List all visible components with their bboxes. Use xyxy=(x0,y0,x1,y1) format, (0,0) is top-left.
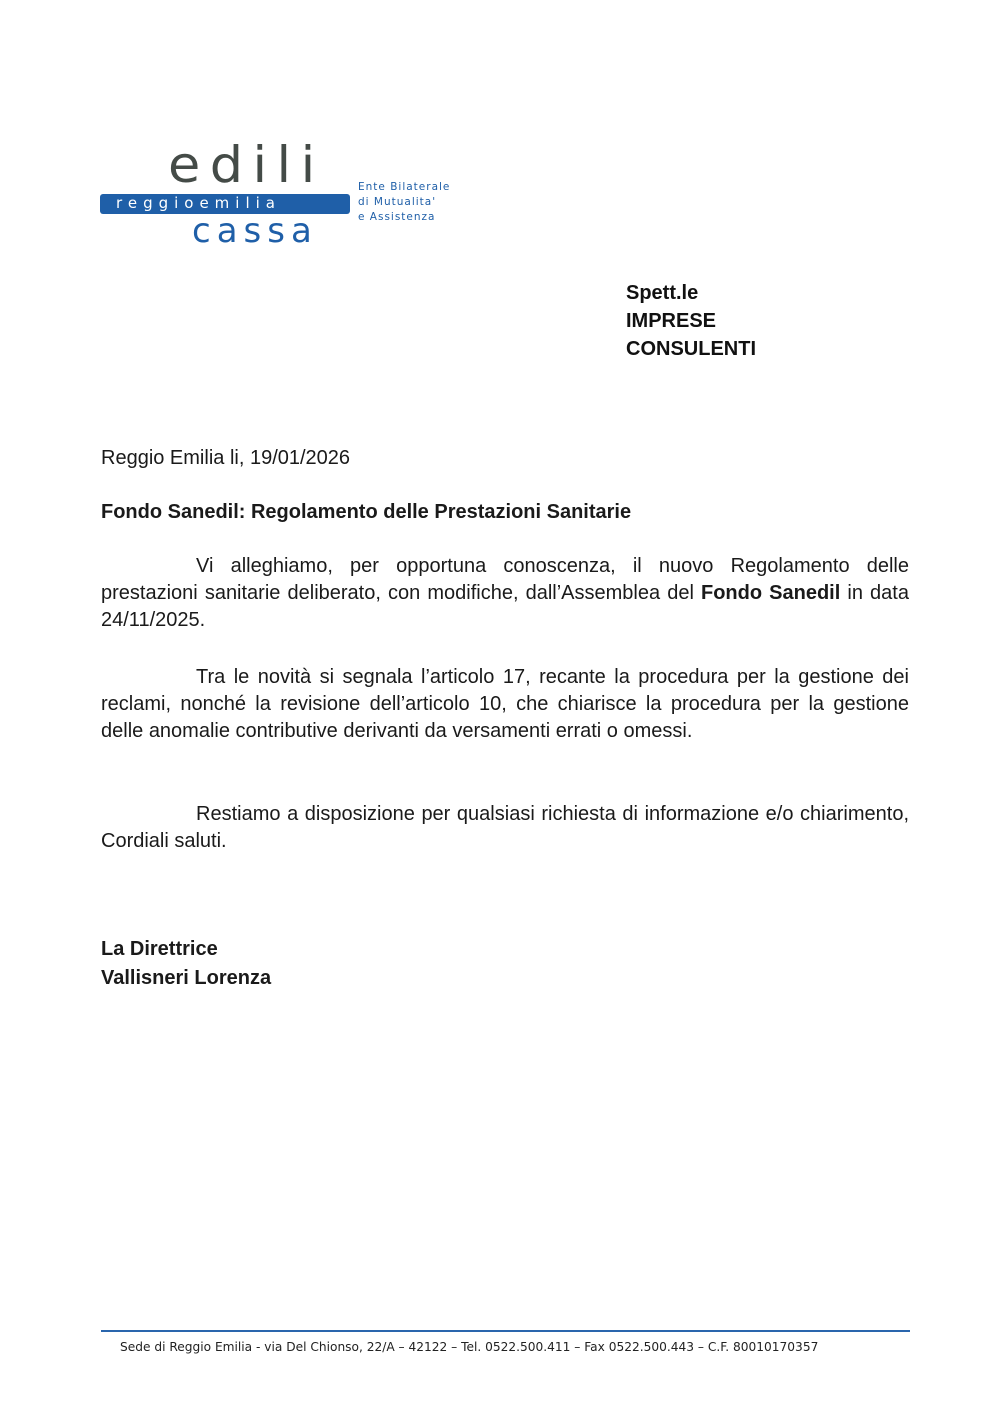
body-paragraph: Tra le novità si segnala l’articolo 17, recante la procedura per la gestione dei reclami, nonché la revisione dell’articolo 10, che chiarisce la procedura per la gestione delle anomalie contributive derivanti da versamenti errati o omessi. xyxy=(101,666,909,742)
signature-role: La Direttrice xyxy=(101,938,218,960)
logo-reggioemilia-text: reggioemilia xyxy=(116,194,281,212)
subject-line: Fondo Sanedil: Regolamento delle Prestazioni Sanitarie xyxy=(101,501,632,523)
letterhead-logo xyxy=(100,136,490,251)
recipient-block xyxy=(626,279,756,363)
logo-tagline-line: di Mutualita' xyxy=(358,196,437,208)
paragraph-text: Vi alleghiamo, per opportuna conoscenza, il nuovo Regolamento delle prestazioni sanitarie deliberato, con modifiche, dall’Assemblea del xyxy=(101,555,909,604)
logo-edili-text: edili xyxy=(168,136,325,194)
body-paragraph: Restiamo a disposizione per qualsiasi richiesta di informazione e/o chiarimento, Cordiali saluti. xyxy=(101,803,909,852)
paragraph-text: in data 24/11/2025. xyxy=(101,582,909,631)
recipient-line: IMPRESE xyxy=(626,310,717,332)
logo-tagline-line: Ente Bilaterale xyxy=(358,181,451,193)
fund-name-bold: Fondo Sanedil xyxy=(700,582,841,604)
recipient-salutation: Spett.le xyxy=(626,282,699,304)
footer-address: Sede di Reggio Emilia - via Del Chionso, 22/A – 42122 – Tel. 0522.500.411 – Fax 0522.500.443 – C.F. 80010170357 xyxy=(120,1340,819,1354)
signature-name: Vallisneri Lorenza xyxy=(101,967,272,989)
logo-cassa-text: cassa xyxy=(192,211,318,251)
recipient-line: CONSULENTI xyxy=(626,338,756,360)
body-paragraph xyxy=(101,553,909,634)
logo-tagline-line: e Assistenza xyxy=(358,211,436,223)
logo-tagline xyxy=(358,180,450,225)
signature-block xyxy=(101,935,271,993)
date-line: Reggio Emilia li, 19/01/2026 xyxy=(101,447,351,469)
footer-divider xyxy=(101,1330,910,1332)
